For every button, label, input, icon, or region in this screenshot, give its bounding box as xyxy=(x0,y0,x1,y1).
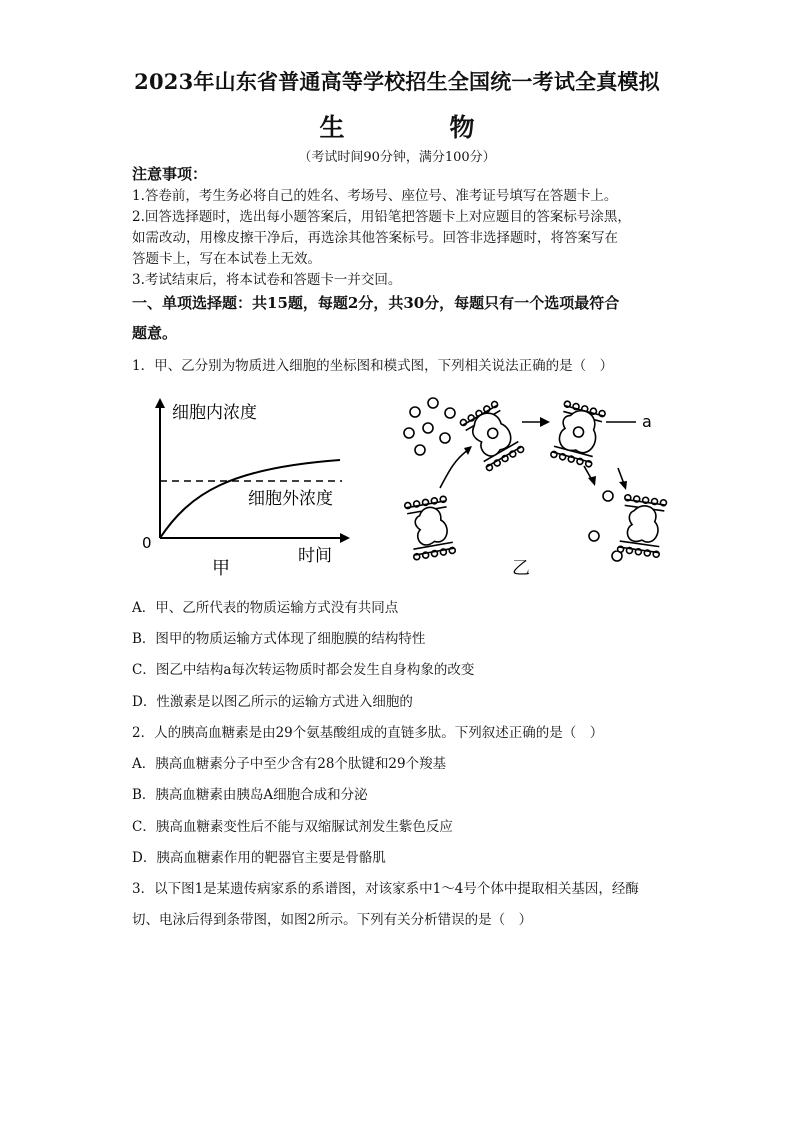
membrane-segment xyxy=(403,496,456,561)
membrane-segment xyxy=(457,399,528,473)
notes-item: 如需改动，用橡皮擦干净后，再选涂其他答案标号。回答非选择题时，将答案写在 xyxy=(132,230,618,246)
exam-meta: （考试时间90分钟，满分100分） xyxy=(298,150,496,165)
membrane-segment xyxy=(616,494,668,558)
jia-caption: 甲 xyxy=(212,558,230,579)
q2-option-a: A．胰高血糖素分子中至少含有28个肽键和29个羧基 xyxy=(132,756,447,772)
figure-jia xyxy=(142,398,350,579)
question-3-stem-cont: 切、电泳后得到条带图，如图2所示。下列有关分析错误的是（ ） xyxy=(132,912,533,928)
section-heading-cont: 题意。 xyxy=(132,324,178,342)
q1-option-d: D．性激素是以图乙所示的运输方式进入细胞的 xyxy=(132,694,413,710)
figure-yi xyxy=(403,398,668,561)
q2-option-b: B．胰高血糖素由胰岛A细胞合成和分泌 xyxy=(132,787,368,803)
notes-heading: 注意事项： xyxy=(132,165,208,183)
q2-option-c: C．胰高血糖素变性后不能与双缩脲试剂发生紫色反应 xyxy=(132,819,453,835)
yi-label-a: a xyxy=(642,412,652,431)
jia-xlabel: 时间 xyxy=(298,546,332,566)
q2-option-d: D．胰高血糖素作用的靶器官主要是骨骼肌 xyxy=(132,850,386,866)
subject-title: 生 物 xyxy=(319,113,515,142)
notes-item: 答题卡上，写在本试卷上无效。 xyxy=(132,251,321,267)
question-3-stem: 3．以下图1是某遗传病家系的系谱图，对该家系中1～4号个体中提取相关基因，经酶 xyxy=(132,881,639,897)
notes-item: 3.考试结束后，将本试卷和答题卡一并交回。 xyxy=(132,272,402,288)
notes-item: 2.回答选择题时，选出每小题答案后，用铅笔把答题卡上对应题目的答案标号涂黑， xyxy=(132,209,631,225)
question-1-stem: 1．甲、乙分别为物质进入细胞的坐标图和模式图，下列相关说法正确的是（ ） xyxy=(132,358,614,374)
question-1-figure xyxy=(130,388,670,583)
section-heading: 一、单项选择题：共15题，每题2分，共30分，每题只有一个选项最符合 xyxy=(132,294,620,312)
q1-option-a: A．甲、乙所代表的物质运输方式没有共同点 xyxy=(132,600,399,616)
jia-dashed-label: 细胞外浓度 xyxy=(248,489,333,509)
jia-origin: 0 xyxy=(142,534,152,552)
q1-option-c: C．图乙中结构a每次转运物质时都会发生自身构象的改变 xyxy=(132,662,475,678)
q1-option-b: B．图甲的物质运输方式体现了细胞膜的结构特性 xyxy=(132,631,426,647)
exam-title: 2023年山东省普通高等学校招生全国统一考试全真模拟 xyxy=(134,69,660,94)
carrier-protein-a xyxy=(547,400,608,468)
question-2-stem: 2．人的胰高血糖素是由29个氨基酸组成的直链多肽。下列叙述正确的是（ ） xyxy=(132,725,604,741)
notes-item: 1.答卷前，考生务必将自己的姓名、考场号、座位号、准考证号填写在答题卡上。 xyxy=(132,188,618,204)
jia-ylabel: 细胞内浓度 xyxy=(172,403,257,423)
yi-caption: 乙 xyxy=(512,558,530,579)
